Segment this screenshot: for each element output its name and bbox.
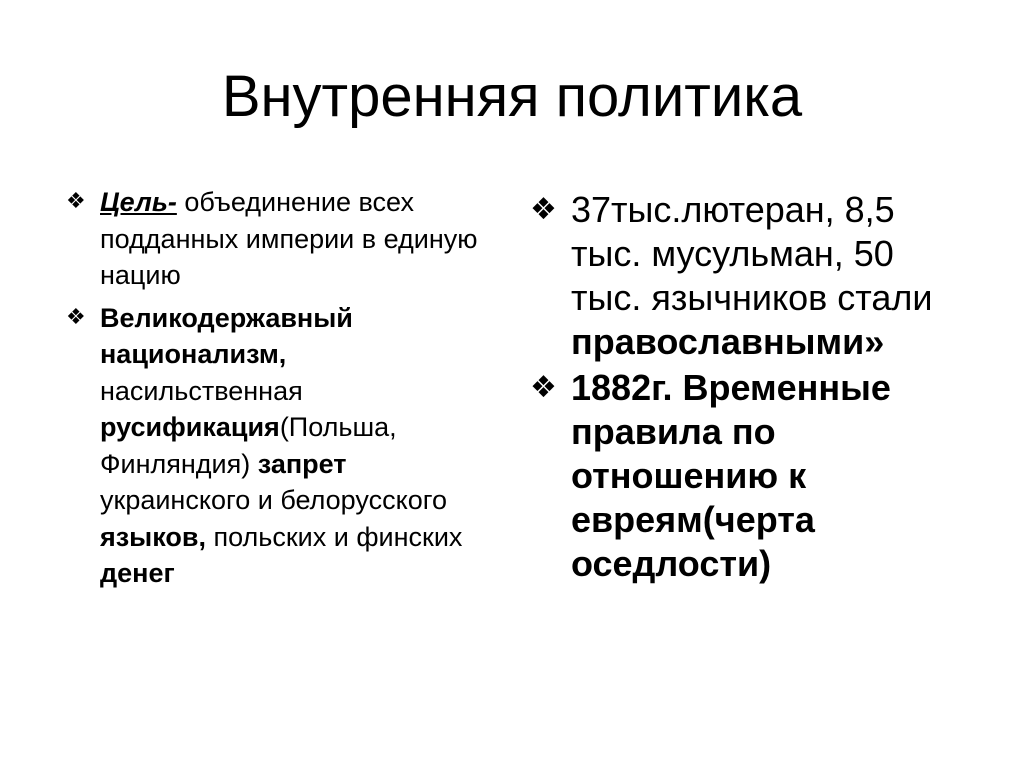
rules-1882-text: 1882г. Временные правила по отношению к евреям(черта оседлости) [571, 367, 891, 584]
list-item [66, 300, 486, 592]
money-text: денег [100, 558, 175, 588]
diamond-bullet-icon: ❖ [66, 189, 86, 214]
left-column [66, 184, 486, 598]
text-fragment: украинского и белорусского [100, 485, 447, 515]
text-fragment: (Польша, Финляндия) [100, 412, 397, 479]
list-item [530, 366, 960, 586]
text-fragment: насильственная [100, 375, 303, 406]
text-fragment: польских и финских [205, 521, 463, 552]
slide-title: Внутренняя политика [221, 64, 803, 129]
nationalism-text: Великодержавный национализм, [100, 302, 353, 369]
goal-label: Цель- [100, 187, 177, 217]
diamond-bullet-icon: ❖ [66, 304, 86, 330]
languages-text: языков, [100, 521, 206, 552]
right-column [530, 188, 960, 588]
diamond-bullet-icon: ❖ [530, 370, 557, 405]
list-item [530, 188, 960, 364]
goal-text: объединение всех подданных империи в единую нацию [100, 187, 478, 290]
diamond-bullet-icon: ❖ [530, 192, 557, 227]
orthodox-text: православными» [571, 321, 885, 362]
ban-text: запрет [257, 448, 347, 479]
conversion-text: 37тыс.лютеран, 8,5 тыс. мусульман, 50 тыс. язычников стали [571, 189, 933, 318]
list-item [66, 184, 486, 294]
russification-text: русификация [100, 412, 280, 442]
